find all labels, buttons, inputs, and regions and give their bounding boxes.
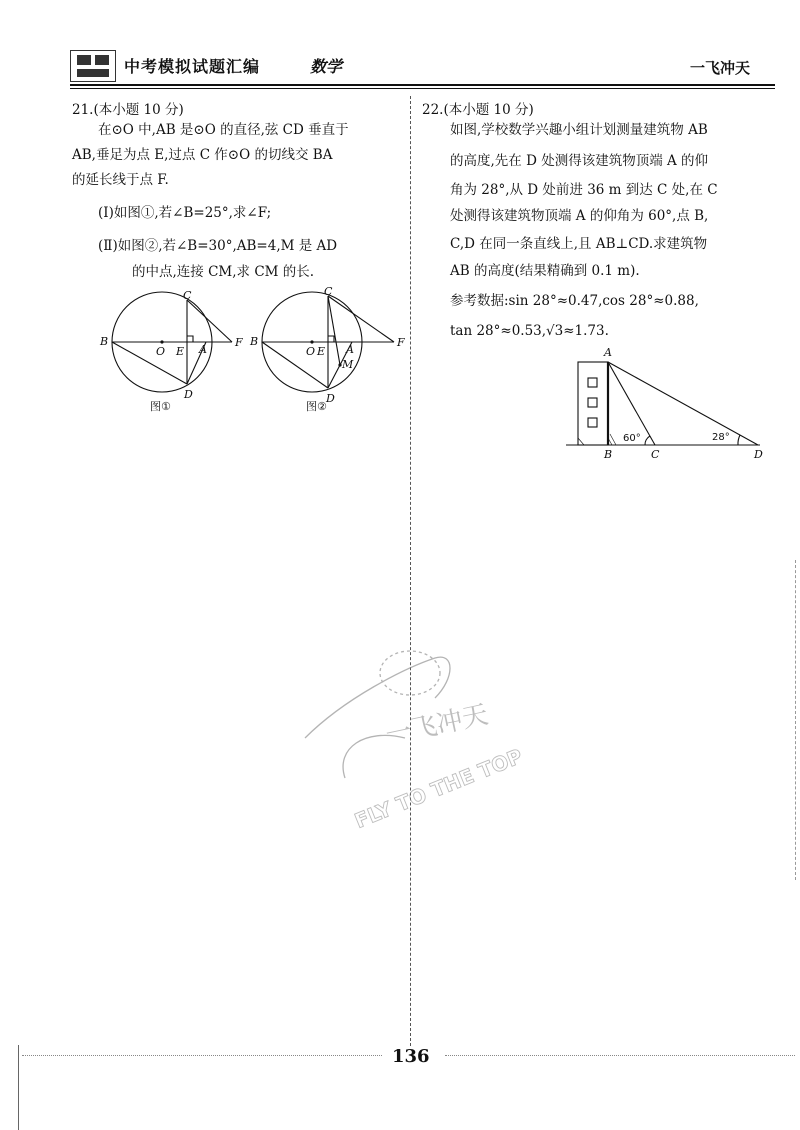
q21-figure-2 <box>248 285 410 413</box>
footer-rule-right <box>445 1055 795 1056</box>
q22-reference-line-2: tan 28°≈0.53,√3≈1.73. <box>450 323 609 339</box>
figure-angle-c: 60° <box>623 433 641 444</box>
figure-label-d: D <box>754 448 763 461</box>
fig2-label-b: B <box>250 335 259 348</box>
brand-label: 一飞冲天 <box>690 59 751 77</box>
series-title: 中考模拟试题汇编 <box>124 57 261 76</box>
scan-edge-left <box>18 1045 19 1130</box>
q21-line-2: AB,垂足为点 E,过点 C 作⊙O 的切线交 BA <box>72 147 333 163</box>
q21-number: 21.(本小题 10 分) <box>72 102 184 118</box>
fig1-caption: 图① <box>150 400 171 413</box>
q21-line-1: 在⊙O 中,AB 是⊙O 的直径,弦 CD 垂直于 <box>98 122 349 138</box>
q22-line-1: 如图,学校数学兴趣小组计划测量建筑物 AB <box>450 122 708 138</box>
fig2-label-a: A <box>346 343 354 356</box>
fig1-label-f: F <box>235 336 243 349</box>
fig1-label-d: D <box>184 388 193 401</box>
q22-line-6: AB 的高度(结果精确到 0.1 m). <box>450 263 640 279</box>
fig2-label-m: M <box>342 358 354 371</box>
header-rule <box>70 84 775 86</box>
q22-figure <box>560 340 770 464</box>
brand-watermark <box>285 628 545 834</box>
q22-line-2: 的高度,先在 D 处测得该建筑物顶端 A 的仰 <box>450 153 709 169</box>
fig1-label-b: B <box>100 335 109 348</box>
q22-line-4: 处测得该建筑物顶端 A 的仰角为 60°,点 B, <box>450 208 709 224</box>
page-number: 136 <box>392 1046 430 1067</box>
q22-line-3: 角为 28°,从 D 处前进 36 m 到达 C 处,在 C <box>450 182 718 198</box>
fig2-label-o: O <box>306 345 316 358</box>
q21-figure-1 <box>98 289 248 413</box>
fig1-label-c: C <box>183 289 192 302</box>
q21-line-3: 的延长线于点 F. <box>72 172 169 188</box>
fig2-label-e: E <box>317 345 326 358</box>
q21-part-2-line-2: 的中点,连接 CM,求 CM 的长. <box>132 264 315 280</box>
q22-number: 22.(本小题 10 分) <box>422 102 534 118</box>
figure-label-c: C <box>651 448 660 461</box>
footer-rule-left <box>22 1055 382 1056</box>
fig2-label-d: D <box>326 392 335 405</box>
fig2-label-c: C <box>324 285 333 298</box>
fig2-caption: 图② <box>306 400 327 413</box>
q22-line-5: C,D 在同一条直线上,且 AB⊥CD.求建筑物 <box>450 236 708 252</box>
q21-part-1: (Ⅰ)如图①,若∠B=25°,求∠F; <box>98 205 272 221</box>
scan-edge-right <box>795 560 796 880</box>
figure-label-a: A <box>604 346 612 359</box>
figure-angle-d: 28° <box>712 432 730 443</box>
header-rule-thin <box>70 88 775 89</box>
figure-label-b: B <box>604 448 613 461</box>
series-logo <box>70 50 116 82</box>
subject-label: 数学 <box>310 57 343 76</box>
fig1-label-o: O <box>156 345 166 358</box>
column-divider <box>410 96 411 1046</box>
fig1-label-e: E <box>176 345 185 358</box>
fig1-label-a: A <box>199 343 207 356</box>
watermark-cn: 一飞冲天 <box>382 699 491 751</box>
fig2-label-f: F <box>397 336 405 349</box>
watermark-en: FLY TO THE TOP <box>351 743 526 834</box>
q22-reference-line-1: 参考数据:sin 28°≈0.47,cos 28°≈0.88, <box>450 293 699 309</box>
q21-part-2-line-1: (Ⅱ)如图②,若∠B=30°,AB=4,M 是 AD <box>98 238 338 254</box>
